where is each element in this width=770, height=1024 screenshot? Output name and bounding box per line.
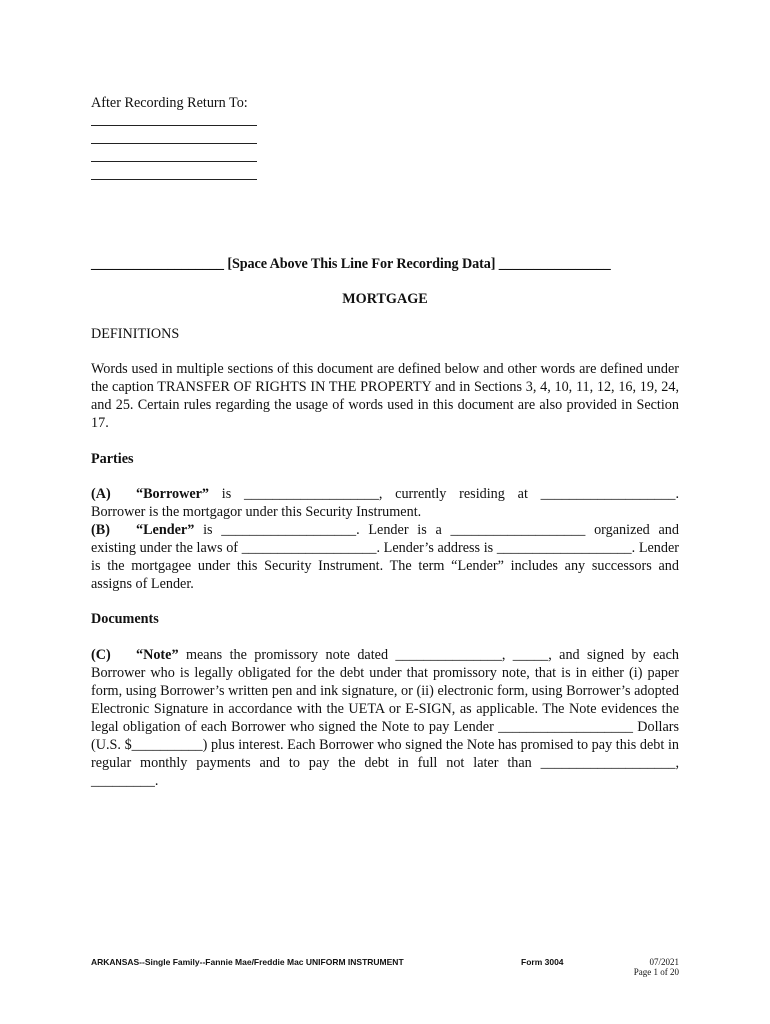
footer-page-number: Page 1 of 20 <box>633 967 679 977</box>
return-address-line <box>91 143 257 144</box>
footer-date: 07/2021 <box>649 957 679 967</box>
return-address-line <box>91 125 257 126</box>
note-term: “Note” <box>136 647 179 663</box>
borrower-text: is ___________________, currently residing at ___________________. Borrower is the mortgagor under this Security Instrument. <box>91 486 679 520</box>
footer-form: Form 3004 <box>521 957 564 967</box>
lender-text: is ___________________. Lender is a ___________________ organized and existing under the laws of ___________________. Lender’s address is ___________________. Lender is the mortgagee under this Security Instrument. The term “Lender” includes any successors and assigns of Lender. <box>91 522 679 592</box>
borrower-definition <box>91 485 679 521</box>
return-address-line <box>91 179 257 180</box>
borrower-term: “Borrower” <box>136 486 210 502</box>
return-to-label: After Recording Return To: <box>91 95 248 111</box>
note-label: (C) <box>91 647 111 663</box>
lender-definition <box>91 521 679 593</box>
footer-instrument: ARKANSAS--Single Family--Fannie Mae/Freddie Mac UNIFORM INSTRUMENT <box>91 957 404 967</box>
parties-heading: Parties <box>91 451 134 467</box>
documents-heading: Documents <box>91 611 159 627</box>
definitions-heading: DEFINITIONS <box>91 326 180 342</box>
lender-term: “Lender” <box>136 522 195 538</box>
borrower-label: (A) <box>91 486 111 502</box>
document-title: MORTGAGE <box>342 291 428 307</box>
recording-data-divider: ___________________ [Space Above This Line For Recording Data] ________________ <box>91 256 611 272</box>
note-definition <box>91 646 679 790</box>
return-address-line <box>91 161 257 162</box>
note-text: means the promissory note dated _______________, _____, and signed by each Borrower who is legally obligated for the debt under that promissory note, that is in either (i) paper form, using Borrower’s written pen and ink signature, or (ii) electronic form, using Borrower’s adopted Electronic Signature in accordance with the UETA or E-SIGN, as applicable. The Note evidences the legal obligation of each Borrower who signed the Note to pay Lender ___________________ Dollars (U.S. $__________) plus interest. Each Borrower who signed the Note has promised to pay this debt in regular monthly payments and to pay the debt in full not later than ___________________, _________. <box>91 647 679 789</box>
lender-label: (B) <box>91 522 110 538</box>
intro-paragraph: Words used in multiple sections of this document are defined below and other words are defined under the caption TRANSFER OF RIGHTS IN THE PROPERTY and in Sections 3, 4, 10, 11, 12, 16, 19, 24, and 25. Certain rules regarding the usage of words used in this document are also provided in Section 17. <box>91 361 679 431</box>
